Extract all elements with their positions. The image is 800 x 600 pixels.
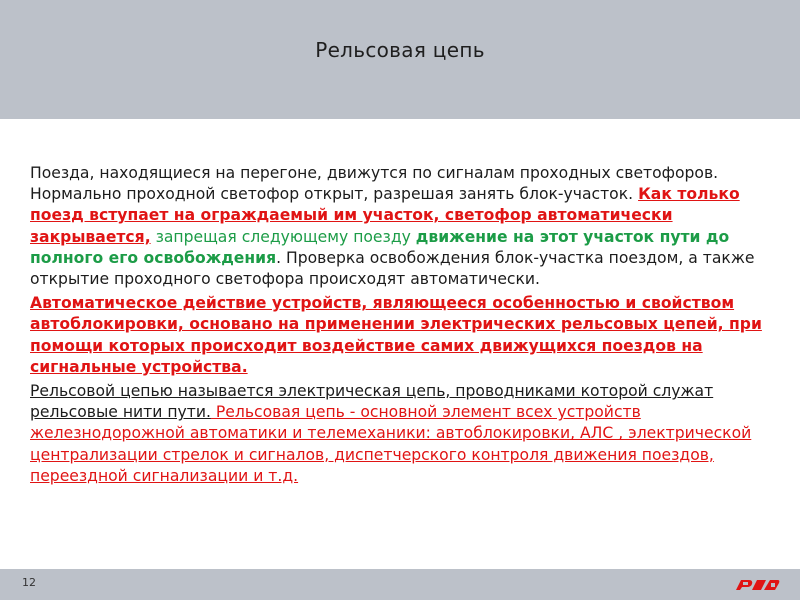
slide-title: Рельсовая цепь <box>315 38 485 62</box>
p1-text-green: запрещая следующему поезду <box>150 227 416 246</box>
rzd-logo <box>732 575 782 595</box>
p1-highlight-red: Как только поезд вступает на ограждаемый им участок, светофор автоматически закрывается, <box>30 185 740 246</box>
p2-highlight-red: Автоматическое действие устройств, являющееся особенностью и свойством автоблокировки, основано на применении электрических рельсовых цепей, при помощи которых происходит воздействие самих движущихся поездов на сигнальные устройства. <box>30 294 762 376</box>
paragraph-2 <box>30 293 775 378</box>
p3-definition: Рельсовой цепью называется электрическая цепь, проводниками которой служат рельсовые нити пути. <box>30 382 714 422</box>
p3-highlight-red: Рельсовая цепь - основной элемент всех устройств железнодорожной автоматики и телемеханики: автоблокировки, АЛС , электрической централизации стрелок и сигналов, диспетчерского контроля движения поездов, переездной сигнализации и т.д. <box>30 403 752 485</box>
paragraph-1 <box>30 163 775 290</box>
p1-text-2: . Проверка освобождения блок-участка поездом, а также открытие проходного светофора происходят автоматически. <box>30 248 755 289</box>
p1-highlight-green: движение на этот участок пути до полного его освобождения <box>30 227 730 267</box>
header-divider <box>0 119 800 122</box>
paragraph-3 <box>30 381 775 487</box>
p1-text-1: Поезда, находящиеся на перегоне, движутся по сигналам проходных светофоров. Нормально проходной светофор открыт, разрешая занять блок-участок. <box>30 164 719 204</box>
slide-footer <box>0 569 800 600</box>
page-number: 12 <box>22 576 36 589</box>
slide-content <box>30 163 775 487</box>
